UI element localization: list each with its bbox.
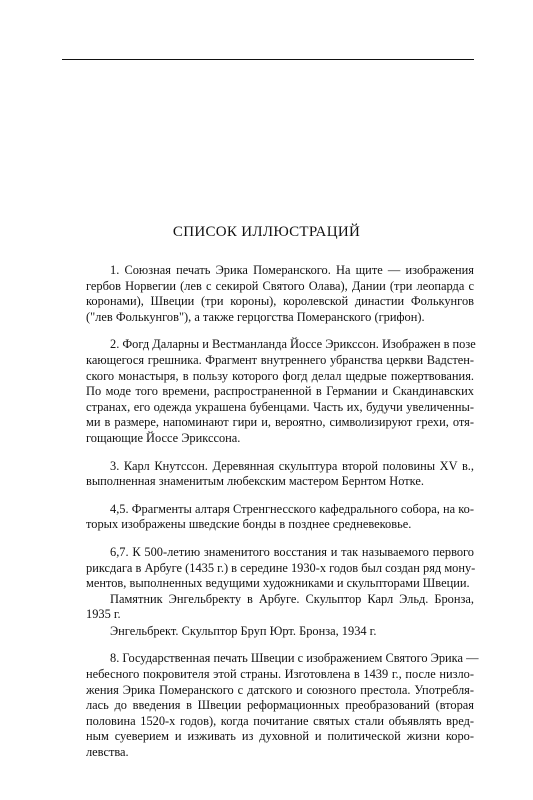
text-line: 6,7. К 500-летию знаменитого восстания и так называемого первого: [110, 544, 474, 559]
text-line: небесного покровителя этой страны. Изготовлена в 1439 г., после низло-: [86, 667, 474, 682]
text-line: 3. Карл Кнутссон. Деревянная скульптура второй половины XV в.,: [110, 458, 474, 473]
list-item-1: [62, 263, 474, 325]
list-item-6-7-extra: [62, 624, 474, 640]
text-line: гербов Норвегии (лев с секирой Святого Олава), Дании (три леопарда с: [86, 278, 474, 293]
text-line: 2. Фогд Даларны и Вестманланда Йоссе Эрикссон. Изображен в позе: [110, 337, 476, 352]
text-line: ("лев Фолькунгов"), а также герцогства Померанского (грифон).: [86, 309, 425, 324]
text-line: ми в размере, напоминают гири и, вероятно, символизируют грехи, отя-: [86, 415, 474, 430]
text-line: лась до введения в Швеции реформационных преобразований (вторая: [86, 698, 474, 713]
text-line: 1. Союзная печать Эрика Померанского. На щите — изображения: [110, 263, 474, 277]
text-line: торых изображены шведские бонды в позднее средневековье.: [86, 517, 412, 532]
text-line: половина 1520-х годов), когда почитание святых стали объявлять вред-: [86, 713, 474, 728]
text-line: гощающие Йоссе Эрикссона.: [86, 430, 241, 445]
text-line: левства.: [86, 745, 129, 760]
text-line: жения Эрика Померанского с датского и союзного престола. Употребля-: [86, 682, 474, 697]
text-line: 8. Государственная печать Швеции с изображением Святого Эрика —: [110, 651, 479, 666]
list-item-3: [62, 459, 474, 490]
page-title: СПИСОК ИЛЛЮСТРАЦИЙ: [172, 224, 361, 240]
text-line: коронами), Швеции (три короны), королевской династии Фолькунгов: [86, 294, 474, 309]
illustration-list: [62, 263, 479, 773]
list-item-6-7: [62, 545, 474, 623]
text-line: ского монастыря, в пользу которого фогд делал щедрые пожертвования.: [86, 368, 474, 383]
text-line: Памятник Энгельбректу в Арбуге. Скульптор Карл Эльд. Бронза,: [110, 591, 474, 606]
text-line: 4,5. Фрагменты алтаря Стренгнесского кафедрального собора, на ко-: [110, 501, 474, 516]
text-line: Энгельбрект. Скульптор Бруп Юрт. Бронза, 1934 г.: [110, 623, 377, 638]
list-item-8: [62, 651, 479, 760]
text-line: По моде того времени, распространенной в Германии и Скандинавских: [86, 384, 474, 399]
list-item-2: [62, 337, 474, 446]
text-line: 1935 г.: [86, 607, 121, 622]
text-line: ным суеверием и изживать из духовной и политической жизни коро-: [86, 729, 474, 744]
text-line: риксдага в Арбуге (1435 г.) в середине 1930-х годов был создан ряд мону-: [86, 560, 476, 575]
text-line: странах, его одежда украшена бубенцами. Часть их, будучи увеличенны-: [86, 399, 474, 414]
text-line: кающегося грешника. Фрагмент внутреннего убранства церкви Вадстен-: [86, 352, 474, 367]
text-line: ментов, выполненных ведущими художниками и скульпторами Швеции.: [86, 576, 470, 591]
list-item-4-5: [62, 502, 474, 533]
top-rule: [62, 59, 474, 60]
text-line: выполненная знаменитым любекским мастером Бернтом Нотке.: [86, 474, 424, 489]
